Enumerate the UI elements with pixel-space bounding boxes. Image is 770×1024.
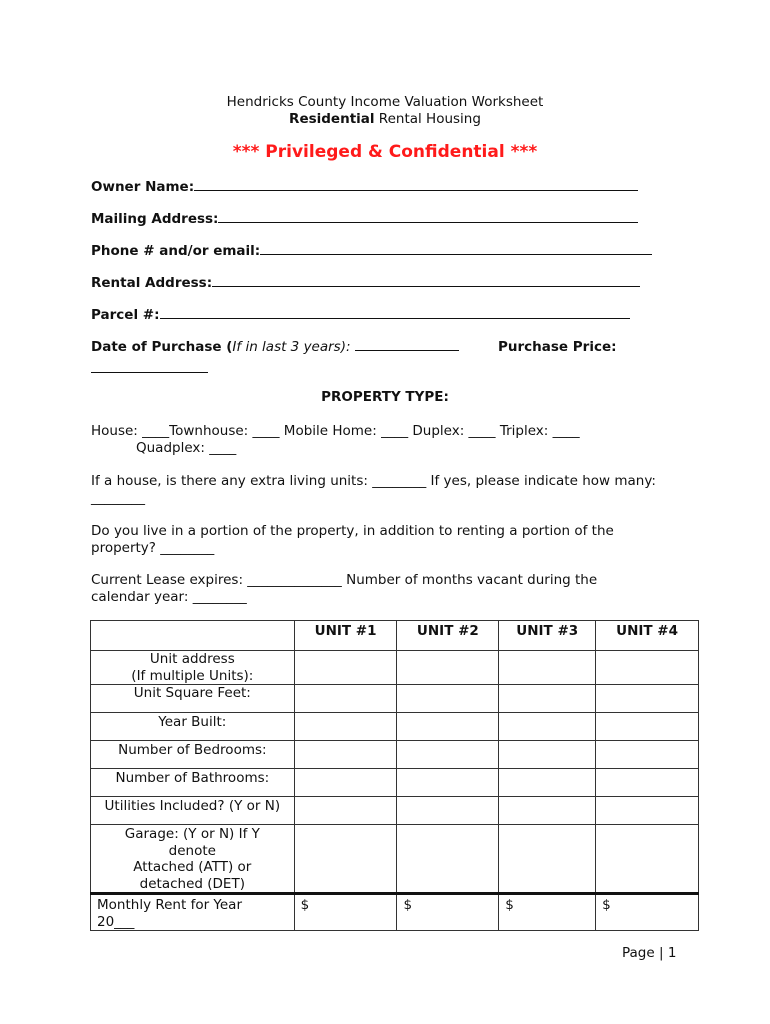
row-label-text: Unit address (If multiple Units): bbox=[131, 651, 254, 684]
table-cell[interactable] bbox=[596, 825, 699, 894]
table-row-monthly-rent bbox=[91, 894, 699, 931]
extra-units-count[interactable]: ________ bbox=[91, 490, 145, 506]
date-of-purchase-field[interactable] bbox=[91, 339, 459, 355]
table-header-unit-4: UNIT #4 bbox=[596, 621, 699, 651]
table-header-unit-3: UNIT #3 bbox=[499, 621, 596, 651]
table-cell[interactable] bbox=[397, 797, 499, 825]
purchase-price-label: Purchase Price: bbox=[498, 339, 617, 355]
rent-label-line-1: Monthly Rent for Year bbox=[97, 897, 242, 913]
table-header-unit-2: UNIT #2 bbox=[397, 621, 499, 651]
owner-name-field[interactable] bbox=[91, 179, 638, 195]
phone-email-field[interactable] bbox=[91, 243, 652, 259]
owner-name-label: Owner Name: bbox=[91, 179, 195, 195]
table-cell[interactable] bbox=[294, 825, 397, 894]
property-type-options[interactable]: House: ____Townhouse: ____ Mobile Home: ____ Duplex: ____ Triplex: ____ bbox=[91, 423, 580, 439]
row-label-monthly-rent bbox=[91, 894, 295, 931]
table-cell[interactable] bbox=[499, 651, 596, 685]
table-cell[interactable] bbox=[499, 713, 596, 741]
row-label-year-built: Year Built: bbox=[91, 713, 295, 741]
table-cell[interactable] bbox=[294, 797, 397, 825]
table-header-blank bbox=[91, 621, 295, 651]
row-label-bedrooms: Number of Bedrooms: bbox=[91, 741, 295, 769]
table-row bbox=[91, 713, 699, 741]
date-of-purchase-label: Date of Purchase ( bbox=[91, 339, 233, 355]
live-in-question: Do you live in a portion of the property, in addition to renting a portion of the bbox=[91, 523, 614, 539]
row-label-utilities: Utilities Included? (Y or N) bbox=[91, 797, 295, 825]
table-cell[interactable] bbox=[596, 741, 699, 769]
table-cell[interactable] bbox=[596, 651, 699, 685]
table-row bbox=[91, 825, 699, 894]
table-cell[interactable] bbox=[294, 741, 397, 769]
table-cell[interactable] bbox=[397, 741, 499, 769]
lease-question[interactable]: Current Lease expires: ______________ Number of months vacant during the bbox=[91, 572, 598, 588]
rental-address-label: Rental Address: bbox=[91, 275, 213, 291]
phone-email-line[interactable] bbox=[260, 254, 652, 255]
table-row bbox=[91, 741, 699, 769]
table-cell[interactable] bbox=[294, 685, 397, 713]
table-row bbox=[91, 769, 699, 797]
row-label-bathrooms: Number of Bathrooms: bbox=[91, 769, 295, 797]
document-title: Hendricks County Income Valuation Worksheet bbox=[226, 94, 544, 110]
table-cell[interactable] bbox=[397, 685, 499, 713]
parcel-field[interactable] bbox=[91, 307, 630, 323]
table-cell[interactable] bbox=[499, 797, 596, 825]
purchase-price-field[interactable] bbox=[91, 356, 208, 377]
purchase-price-line[interactable] bbox=[91, 356, 208, 373]
document-subtitle bbox=[0, 111, 770, 127]
table-row bbox=[91, 651, 699, 685]
table-cell[interactable] bbox=[499, 769, 596, 797]
table-cell[interactable] bbox=[499, 741, 596, 769]
table-cell[interactable] bbox=[596, 797, 699, 825]
rent-cell-unit-2[interactable]: $ bbox=[397, 894, 499, 931]
date-of-purchase-line[interactable] bbox=[355, 350, 459, 351]
property-type-quadplex[interactable]: Quadplex: ____ bbox=[136, 440, 237, 456]
page-number: Page | 1 bbox=[622, 945, 677, 961]
table-cell[interactable] bbox=[397, 769, 499, 797]
subtitle-rest: Rental Housing bbox=[374, 111, 481, 127]
mailing-address-line[interactable] bbox=[218, 222, 638, 223]
table-cell[interactable] bbox=[499, 685, 596, 713]
rental-address-line[interactable] bbox=[212, 286, 640, 287]
table-cell[interactable] bbox=[397, 713, 499, 741]
table-cell[interactable] bbox=[294, 769, 397, 797]
mailing-address-label: Mailing Address: bbox=[91, 211, 219, 227]
row-label-unit-address bbox=[91, 651, 295, 685]
table-row bbox=[91, 797, 699, 825]
date-of-purchase-note: If in last 3 years): bbox=[232, 339, 351, 355]
row-label-square-feet: Unit Square Feet: bbox=[91, 685, 295, 713]
table-cell[interactable] bbox=[499, 825, 596, 894]
rent-cell-unit-1[interactable]: $ bbox=[294, 894, 397, 931]
unit-details-table bbox=[90, 620, 699, 931]
confidential-notice: *** Privileged & Confidential *** bbox=[232, 142, 538, 162]
parcel-label: Parcel #: bbox=[91, 307, 160, 323]
owner-name-line[interactable] bbox=[194, 190, 638, 191]
table-cell[interactable] bbox=[397, 825, 499, 894]
table-header-unit-1: UNIT #1 bbox=[294, 621, 397, 651]
table-cell[interactable] bbox=[294, 713, 397, 741]
table-cell[interactable] bbox=[596, 713, 699, 741]
rent-cell-unit-4[interactable]: $ bbox=[596, 894, 699, 931]
table-cell[interactable] bbox=[294, 651, 397, 685]
rent-cell-unit-3[interactable]: $ bbox=[499, 894, 596, 931]
row-label-garage: Garage: (Y or N) If Y denote Attached (ATT) or detached (DET) bbox=[91, 825, 295, 894]
rental-address-field[interactable] bbox=[91, 275, 640, 291]
property-type-heading: PROPERTY TYPE: bbox=[321, 389, 449, 405]
table-row bbox=[91, 685, 699, 713]
parcel-line[interactable] bbox=[160, 318, 630, 319]
phone-email-label: Phone # and/or email: bbox=[91, 243, 261, 259]
table-cell[interactable] bbox=[397, 651, 499, 685]
subtitle-bold: Residential bbox=[289, 111, 375, 127]
live-in-answer[interactable]: property? ________ bbox=[91, 540, 215, 556]
extra-units-question[interactable]: If a house, is there any extra living units: ________ If yes, please indicate how many: bbox=[91, 473, 656, 489]
table-cell[interactable] bbox=[596, 769, 699, 797]
table-cell[interactable] bbox=[596, 685, 699, 713]
mailing-address-field[interactable] bbox=[91, 211, 638, 227]
vacancy-answer[interactable]: calendar year: ________ bbox=[91, 589, 247, 605]
rent-label-line-2: 20___ bbox=[97, 913, 135, 930]
